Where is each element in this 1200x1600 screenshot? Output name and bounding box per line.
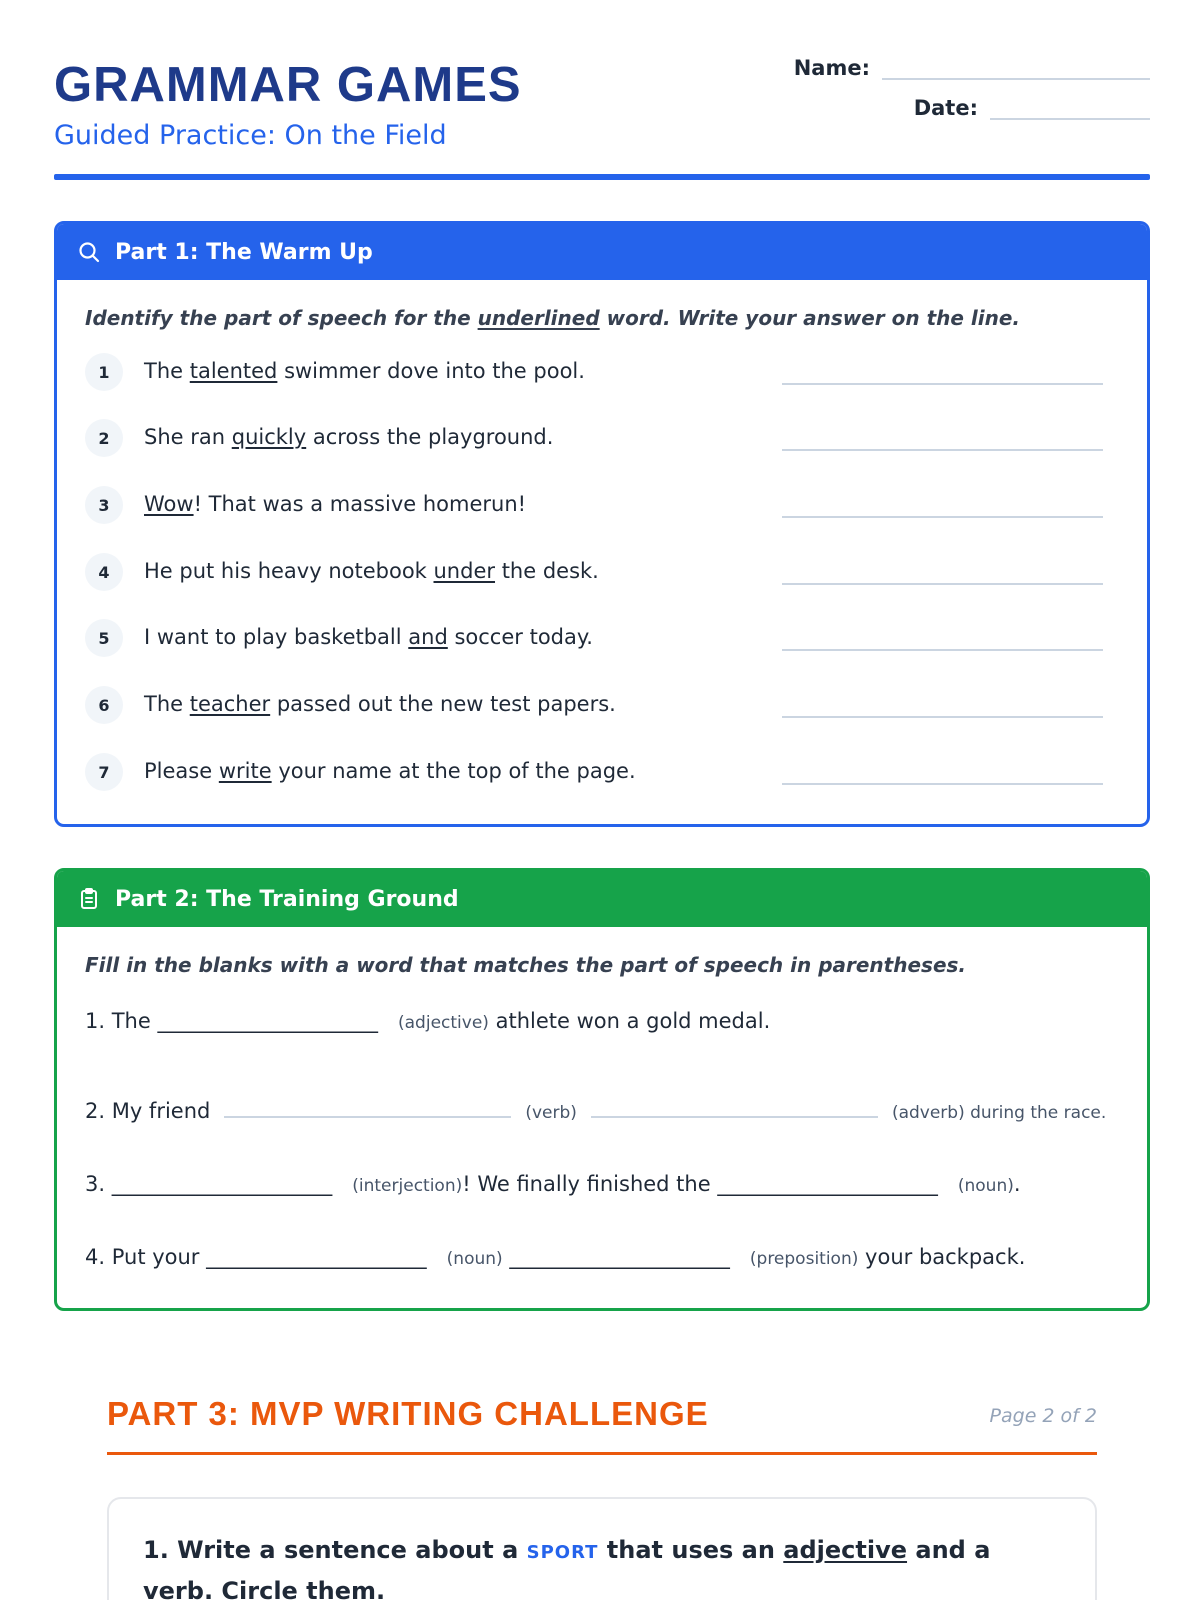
worksheet-header [54,52,1150,182]
part2-instruction: Fill in the blanks with a word that matches the part of speech in parentheses. [85,953,967,977]
answer-line[interactable] [782,716,1103,718]
fill-item: 2. My friend (verb) (adverb) during the race. [85,1099,1107,1123]
fill-item: 3. _____________________ (interjection) ! We finally finished the _____________________ (noun) . [85,1172,1021,1196]
name-field-row [794,54,1150,80]
underlined-word: quickly [231,425,307,449]
worksheet-title: GRAMMAR GAMES [54,58,522,112]
part2-title: Part 2: The Training Ground [115,886,459,912]
question-text: He put his heavy notebook under the desk. [144,559,599,583]
part1-instruction-underlined: underlined [477,306,600,330]
part1-instruction [85,306,1020,330]
hint: (verb) [525,1103,577,1123]
date-field-row [914,94,1150,120]
question-number: 5 [85,619,123,657]
question-row [85,619,1125,663]
hint: (preposition) [749,1249,859,1269]
question-row [85,686,1125,730]
part1-instruction-text: Identify the part of speech for the [85,306,478,330]
blank[interactable]: _____________________ [111,1172,333,1196]
adjective-keyword: adjective [783,1536,908,1564]
underlined-word: teacher [189,692,271,716]
worksheet-subtitle: Guided Practice: On the Field [54,120,447,151]
part1-card [54,221,1150,827]
sport-keyword: SPORT [526,1542,599,1563]
part3-title: PART 3: MVP WRITING CHALLENGE [107,1395,709,1432]
name-label: Name: [793,56,870,80]
part1-instruction-text-end: word. Write your answer on the line. [599,306,1021,330]
question-number: 7 [85,753,123,791]
answer-line[interactable] [782,649,1103,651]
question-number: 2 [85,419,123,457]
question-row [85,419,1125,463]
clipboard-icon [77,887,101,911]
answer-line[interactable] [782,383,1103,385]
part1-header [57,224,1147,280]
page-number: Page 2 of 2 [989,1405,1097,1427]
question-text: She ran quickly across the playground. [144,425,554,449]
answer-line[interactable] [782,783,1103,785]
name-line[interactable] [882,54,1150,80]
question-row [85,486,1125,530]
hint: (noun) [957,1176,1014,1196]
hint: (interjection) [352,1176,463,1196]
date-line[interactable] [990,94,1150,120]
blank[interactable] [591,1116,878,1118]
part3-card [107,1497,1097,1600]
underlined-word: and [408,625,448,649]
part2-card [54,868,1150,1311]
fill-item: 1. The _____________________ (adjective) athlete won a gold medal. [85,1009,771,1033]
writing-prompt: 1. Write a sentence about a SPORT that uses an adjective and a verb. Circle them. [143,1531,1063,1600]
question-number: 4 [85,553,123,591]
hint: (adverb) during the race. [891,1103,1107,1123]
question-row [85,553,1125,597]
hint: (adjective) [398,1013,489,1033]
question-number: 3 [85,486,123,524]
answer-line[interactable] [782,583,1103,585]
underlined-word: write [218,759,272,783]
question-row [85,353,1125,397]
search-icon [77,240,101,264]
question-text: I want to play basketball and soccer today. [144,625,593,649]
fill-item: 4. Put your _____________________ (noun) _____________________ (preposition) your backpack. [85,1245,1026,1269]
part3-divider [107,1452,1097,1455]
question-number: 1 [85,353,123,391]
underlined-word: Wow [144,492,194,516]
underlined-word: talented [189,359,278,383]
question-text: Please write your name at the top of the page. [144,759,636,783]
part1-title: Part 1: The Warm Up [115,239,373,265]
answer-line[interactable] [782,516,1103,518]
header-divider [54,174,1150,180]
question-text: The talented swimmer dove into the pool. [144,359,585,383]
question-number: 6 [85,686,123,724]
answer-line[interactable] [782,449,1103,451]
blank[interactable]: _____________________ [157,1009,378,1033]
question-text: The teacher passed out the new test papers. [144,692,616,716]
part2-header [57,871,1147,927]
blank[interactable]: _____________________ [206,1245,427,1269]
date-label: Date: [913,96,978,120]
blank[interactable] [224,1116,511,1118]
question-text: Wow! That was a massive homerun! [144,492,527,516]
verb-keyword: verb [143,1577,204,1600]
question-row [85,753,1125,797]
blank[interactable]: _____________________ [509,1245,730,1269]
underlined-word: under [433,559,496,583]
blank[interactable]: _____________________ [717,1172,938,1196]
hint: (noun) [446,1249,503,1269]
